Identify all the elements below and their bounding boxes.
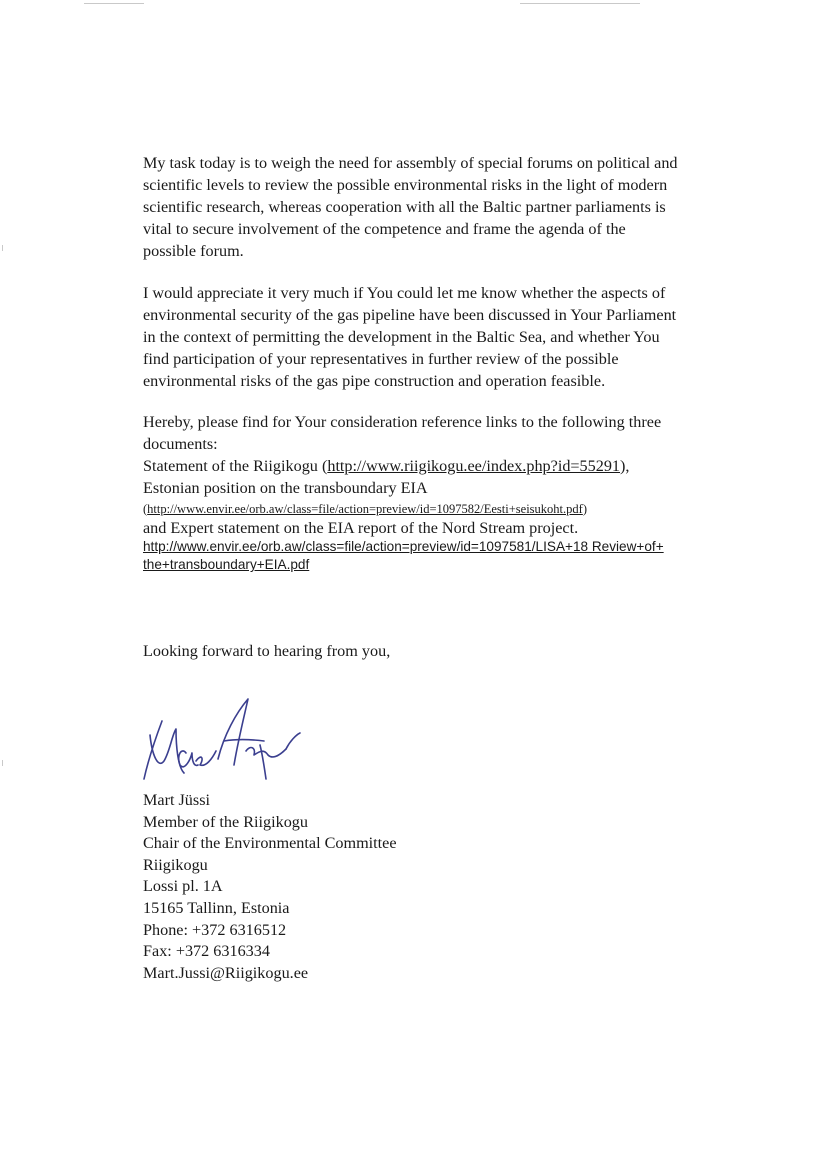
paragraph-forums [143, 152, 678, 262]
paragraph-request [143, 282, 676, 392]
text-line: Estonian position on the transboundary EIA [143, 479, 428, 497]
expert-statement-link[interactable]: http://www.envir.ee/orb.aw/class=file/action=preview/id=1097581/LISA+18 Review+of+ [143, 539, 664, 554]
fax: Fax: +372 6316334 [143, 942, 270, 961]
position-close: ) [582, 502, 587, 516]
text-line: I would appreciate it very much if You could let me know whether the aspects of [143, 284, 666, 302]
text-line: find participation of your representatives in further review of the possible [143, 350, 619, 368]
signer-role: Member of the Riigikogu [143, 812, 308, 831]
estonian-position-link[interactable]: http://www.envir.ee/orb.aw/class=file/action=preview/id=1097582/Eesti+seisukoht.pdf [147, 502, 583, 516]
expert-statement-link-continued[interactable]: the+transboundary+EIA.pdf [143, 557, 310, 572]
text-line: vital to secure involvement of the competence and frame the agenda of the [143, 220, 626, 238]
scan-mark [2, 245, 3, 251]
riigikogu-statement-link[interactable]: http://www.riigikogu.ee/index.php?id=55291 [327, 457, 621, 475]
text-line: possible forum. [143, 242, 244, 260]
text-line: My task today is to weigh the need for assembly of special forums on political and [143, 154, 678, 172]
scan-mark [520, 3, 640, 4]
statement-suffix: ), [620, 457, 630, 475]
text-line: in the context of permitting the development in the Baltic Sea, and whether You [143, 328, 660, 346]
address-street: Lossi pl. 1A [143, 877, 223, 896]
signer-title: Chair of the Environmental Committee [143, 834, 397, 853]
signer-name: Mart Jüssi [143, 791, 211, 809]
scan-mark [2, 760, 3, 766]
address-city: 15165 Tallinn, Estonia [143, 898, 290, 917]
scan-mark [84, 3, 144, 4]
email: Mart.Jussi@Riigikogu.ee [143, 963, 309, 982]
position-link-line [143, 499, 664, 518]
text-line: environmental risks of the gas pipe construction and operation feasible. [143, 372, 606, 390]
text-line: scientific research, whereas cooperation with all the Baltic partner parliaments is [143, 198, 666, 216]
statement-line [143, 455, 664, 477]
position-open: ( [143, 502, 148, 516]
text-line: and Expert statement on the EIA report of the Nord Stream project. [143, 519, 579, 537]
text-line: Hereby, please find for Your consideration reference links to the following three [143, 413, 662, 431]
handwritten-signature [140, 695, 305, 787]
text-line: documents: [143, 435, 218, 453]
paragraph-references [143, 411, 664, 574]
organization: Riigikogu [143, 855, 208, 874]
statement-prefix: Statement of the Riigikogu ( [143, 457, 328, 475]
closing-line: Looking forward to hearing from you, [143, 642, 391, 660]
signature-block [143, 790, 397, 984]
text-line: scientific levels to review the possible environmental risks in the light of modern [143, 176, 668, 194]
phone: Phone: +372 6316512 [143, 920, 287, 939]
text-line: environmental security of the gas pipeline have been discussed in Your Parliament [143, 306, 677, 324]
